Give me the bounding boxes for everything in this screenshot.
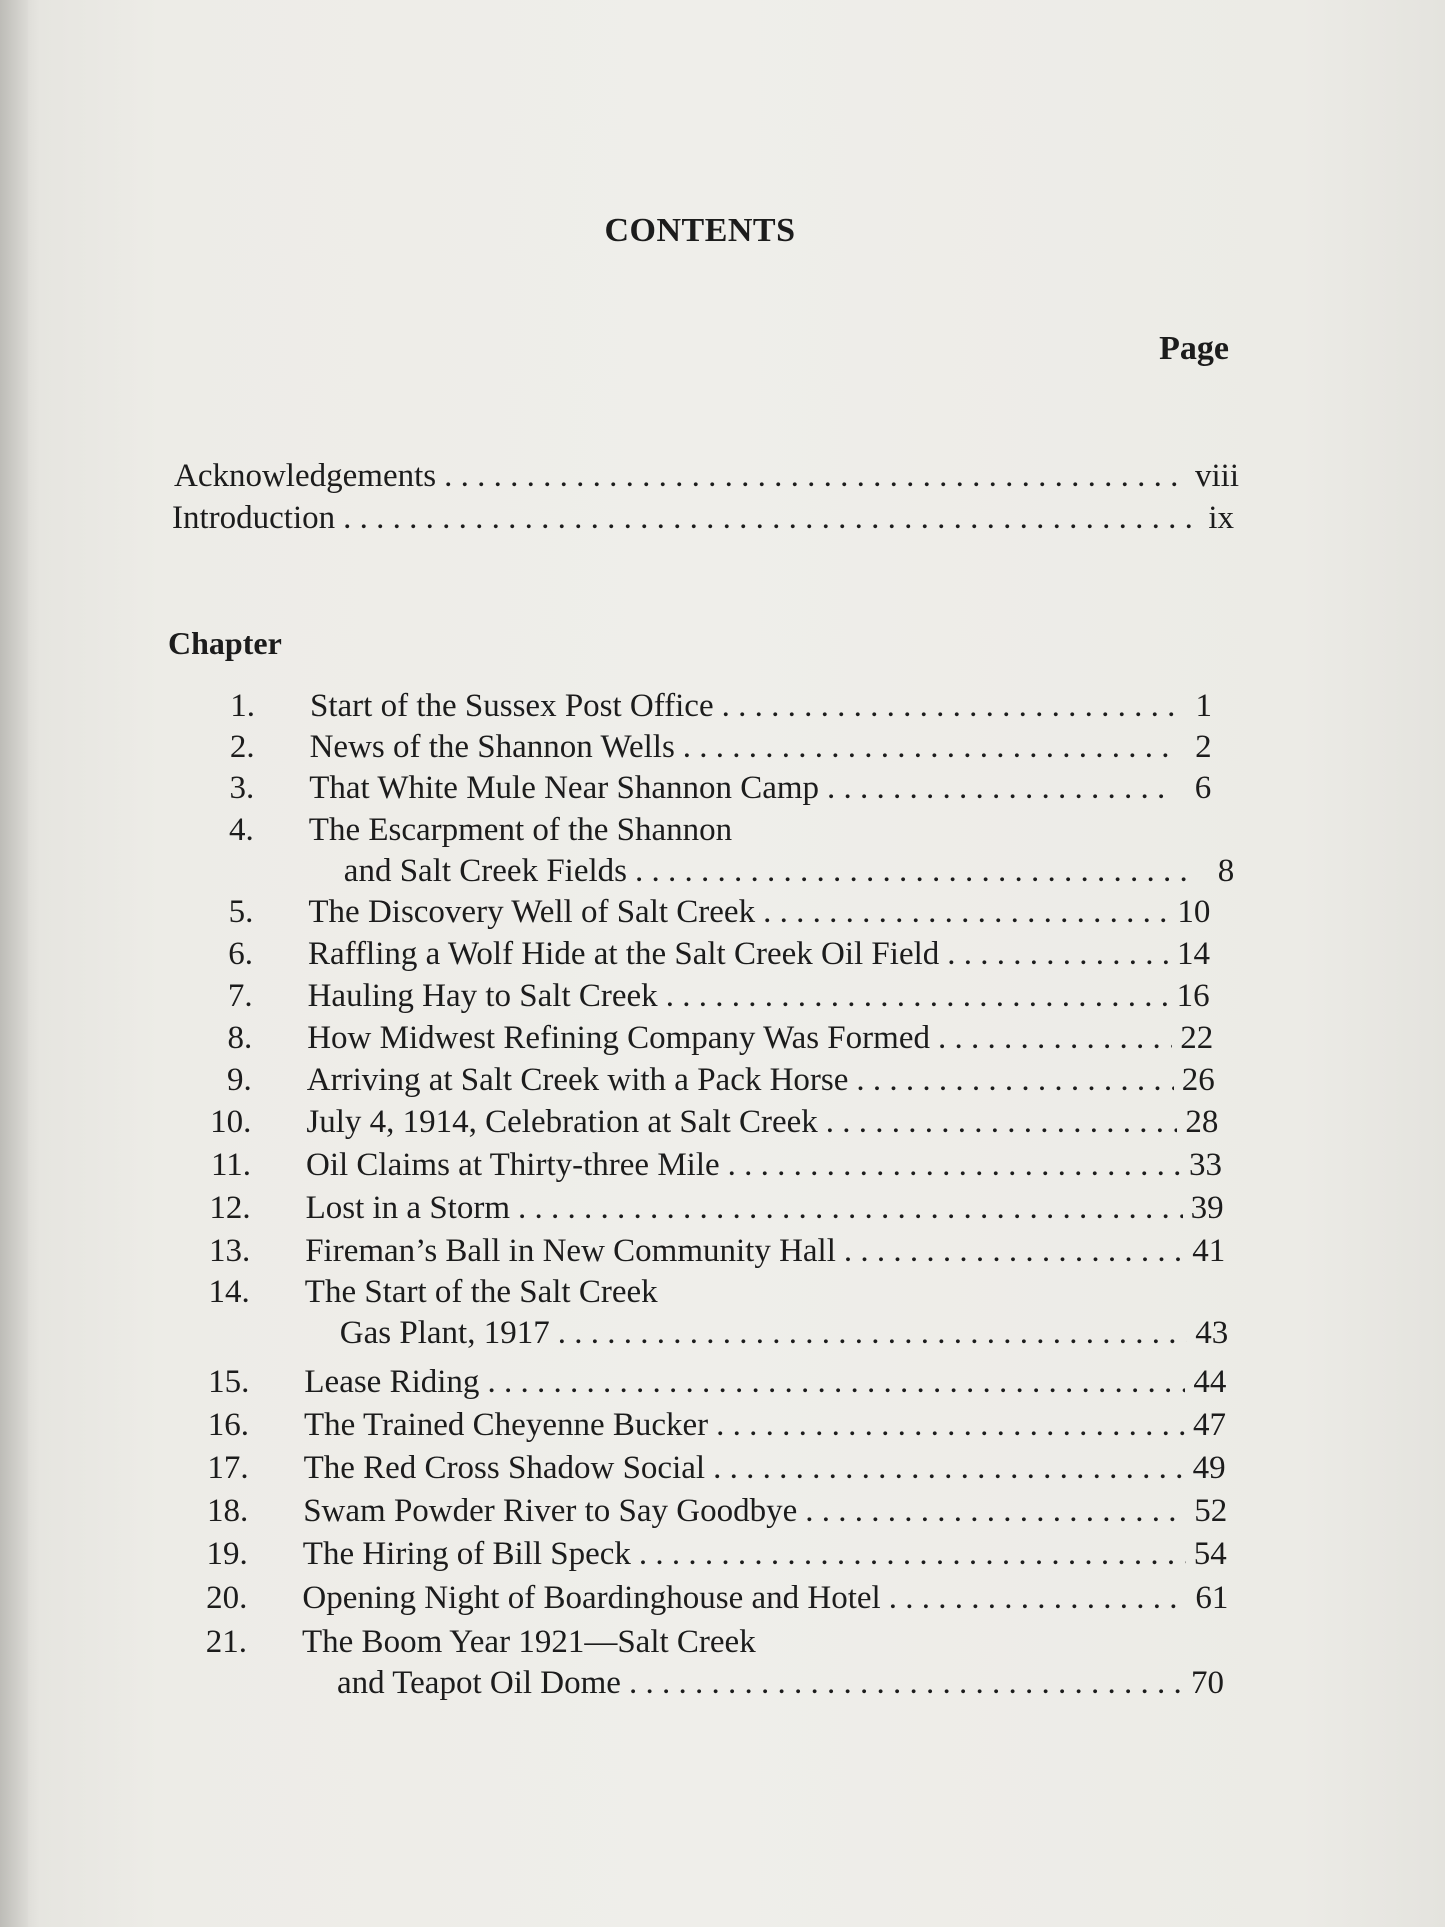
chapter-entry — [152, 1578, 1228, 1618]
chapter-page: 61 — [1195, 1580, 1229, 1616]
chapter-page: 16 — [1176, 978, 1210, 1014]
chapter-title-continued: Gas Plant, 1917 — [339, 1315, 550, 1351]
chapter-number: 16. — [207, 1407, 249, 1443]
chapter-entry — [158, 892, 1210, 932]
chapter-entry — [156, 1145, 1222, 1185]
chapter-number: 2. — [229, 729, 255, 765]
chapter-number: 19. — [206, 1536, 248, 1572]
toc-entry-acknowledgements — [174, 456, 1239, 496]
chapter-entry — [160, 686, 1212, 726]
chapter-number: 12. — [209, 1190, 251, 1226]
chapter-number: 11. — [210, 1147, 251, 1183]
chapter-title: The Red Cross Shadow Social — [303, 1450, 706, 1486]
chapter-entry — [157, 1060, 1215, 1100]
chapter-title: July 4, 1914, Celebration at Salt Creek — [306, 1104, 818, 1140]
chapter-page: 14 — [1177, 936, 1210, 972]
chapter-title: News of the Shannon Wells — [309, 729, 675, 765]
page-gutter-shadow — [0, 0, 28, 1927]
chapter-number: 4. — [229, 812, 254, 848]
chapter-number: 13. — [208, 1233, 251, 1269]
entry-title: Acknowledgements — [174, 458, 437, 494]
chapter-page: 2 — [1195, 729, 1212, 765]
chapter-number: 9. — [227, 1062, 252, 1098]
chapter-page: 52 — [1194, 1493, 1228, 1529]
chapter-page: 6 — [1194, 770, 1212, 806]
entry-page: viii — [1194, 458, 1239, 494]
chapter-page: 44 — [1193, 1364, 1227, 1400]
chapter-title: The Escarpment of the Shannon — [308, 812, 733, 848]
chapter-entry — [159, 768, 1211, 808]
dot-leader — [518, 1188, 1183, 1228]
chapter-title: The Start of the Salt Creek — [304, 1274, 658, 1310]
chapter-number: 5. — [228, 894, 254, 930]
chapter-entry — [153, 1491, 1227, 1531]
dot-leader — [639, 1534, 1186, 1574]
toc-entry-introduction — [172, 498, 1234, 538]
chapter-entry — [158, 934, 1210, 974]
chapter-entry-continuation — [155, 1313, 1228, 1353]
chapter-entry-continuation — [159, 851, 1234, 891]
chapter-number: 14. — [208, 1274, 250, 1310]
chapter-title: That White Mule Near Shannon Camp — [309, 770, 820, 806]
dot-leader — [716, 1405, 1185, 1445]
chapter-title: The Boom Year 1921—Salt Creek — [302, 1624, 756, 1660]
dot-leader — [343, 498, 1196, 538]
chapter-entry — [156, 1102, 1218, 1142]
chapter-page: 33 — [1189, 1147, 1222, 1183]
chapter-entry — [155, 1231, 1225, 1271]
chapter-page: 8 — [1217, 853, 1235, 889]
chapter-entry — [156, 1188, 1224, 1228]
chapter-number: 10. — [210, 1104, 252, 1140]
dot-leader — [805, 1491, 1186, 1531]
chapter-number: 3. — [229, 770, 255, 806]
chapter-title-continued: and Teapot Oil Dome — [337, 1665, 621, 1701]
chapter-title: Raffling a Wolf Hide at the Salt Creek Oil Field — [308, 936, 940, 972]
dot-leader — [683, 727, 1174, 767]
chapter-entry — [158, 976, 1210, 1016]
chapter-page: 28 — [1185, 1104, 1219, 1140]
dot-leader — [763, 892, 1169, 932]
chapter-number: 17. — [207, 1450, 249, 1486]
page-column-label: Page — [1159, 330, 1229, 367]
chapter-page: 54 — [1193, 1536, 1227, 1572]
chapter-number: 7. — [227, 978, 253, 1014]
dot-leader — [947, 934, 1169, 974]
chapter-page: 41 — [1192, 1233, 1226, 1269]
chapter-number: 18. — [206, 1493, 249, 1529]
dot-leader — [713, 1448, 1185, 1488]
chapter-page: 22 — [1180, 1020, 1214, 1056]
dot-leader — [889, 1578, 1188, 1618]
chapter-number: 1. — [230, 688, 255, 724]
chapter-title: Opening Night of Boardinghouse and Hotel — [302, 1580, 881, 1616]
chapter-title: How Midwest Refining Company Was Formed — [307, 1020, 930, 1056]
chapter-page: 39 — [1190, 1190, 1224, 1226]
chapter-number: 21. — [205, 1624, 247, 1660]
chapter-entry — [153, 1534, 1227, 1574]
chapter-entry — [154, 1362, 1226, 1402]
dot-leader — [487, 1362, 1185, 1402]
chapter-label: Chapter — [168, 625, 282, 661]
chapter-page: 1 — [1195, 688, 1212, 724]
chapter-title: Lost in a Storm — [305, 1190, 511, 1226]
dot-leader — [635, 851, 1196, 891]
chapter-number: 15. — [208, 1364, 250, 1400]
entry-page: ix — [1208, 500, 1234, 536]
chapter-title: Oil Claims at Thirty-three Mile — [306, 1147, 720, 1183]
chapter-entry — [152, 1622, 756, 1662]
chapter-title: The Trained Cheyenne Bucker — [304, 1407, 709, 1443]
chapter-entry — [155, 1272, 658, 1312]
chapter-title: Lease Riding — [304, 1364, 480, 1400]
chapter-entry — [154, 1448, 1226, 1488]
chapter-page: 43 — [1195, 1315, 1229, 1351]
dot-leader — [856, 1060, 1173, 1100]
chapter-title: The Hiring of Bill Speck — [302, 1536, 631, 1572]
dot-leader — [558, 1313, 1187, 1353]
contents-heading: CONTENTS — [604, 212, 796, 249]
chapter-entry-continuation — [152, 1663, 1224, 1703]
chapter-title-continued: and Salt Creek Fields — [343, 853, 628, 889]
dot-leader — [666, 976, 1169, 1016]
dot-leader — [728, 1145, 1181, 1185]
chapter-title: Fireman’s Ball in New Community Hall — [305, 1233, 836, 1269]
chapter-title: The Discovery Well of Salt Creek — [308, 894, 756, 930]
chapter-page: 10 — [1177, 894, 1211, 930]
chapter-number: 8. — [227, 1020, 253, 1056]
chapter-number: 20. — [206, 1580, 248, 1616]
dot-leader — [844, 1231, 1184, 1271]
dot-leader — [826, 1102, 1178, 1142]
dot-leader — [722, 686, 1174, 726]
dot-leader — [444, 456, 1187, 496]
chapter-entry — [159, 810, 732, 850]
chapter-page: 26 — [1181, 1062, 1215, 1098]
chapter-title: Start of the Sussex Post Office — [310, 688, 714, 724]
chapter-entry — [154, 1405, 1226, 1445]
entry-title: Introduction — [172, 500, 336, 536]
chapter-page: 70 — [1191, 1665, 1224, 1701]
chapter-page: 47 — [1193, 1407, 1226, 1443]
dot-leader — [827, 768, 1173, 808]
dot-leader — [938, 1018, 1172, 1058]
chapter-title: Hauling Hay to Salt Creek — [307, 978, 658, 1014]
chapter-title: Arriving at Salt Creek with a Pack Horse — [306, 1062, 849, 1098]
chapter-entry — [157, 1018, 1213, 1058]
chapter-number: 6. — [228, 936, 253, 972]
chapter-title: Swam Powder River to Say Goodbye — [303, 1493, 798, 1529]
dot-leader — [629, 1663, 1183, 1703]
chapter-entry — [160, 727, 1212, 767]
chapter-page: 49 — [1192, 1450, 1226, 1486]
